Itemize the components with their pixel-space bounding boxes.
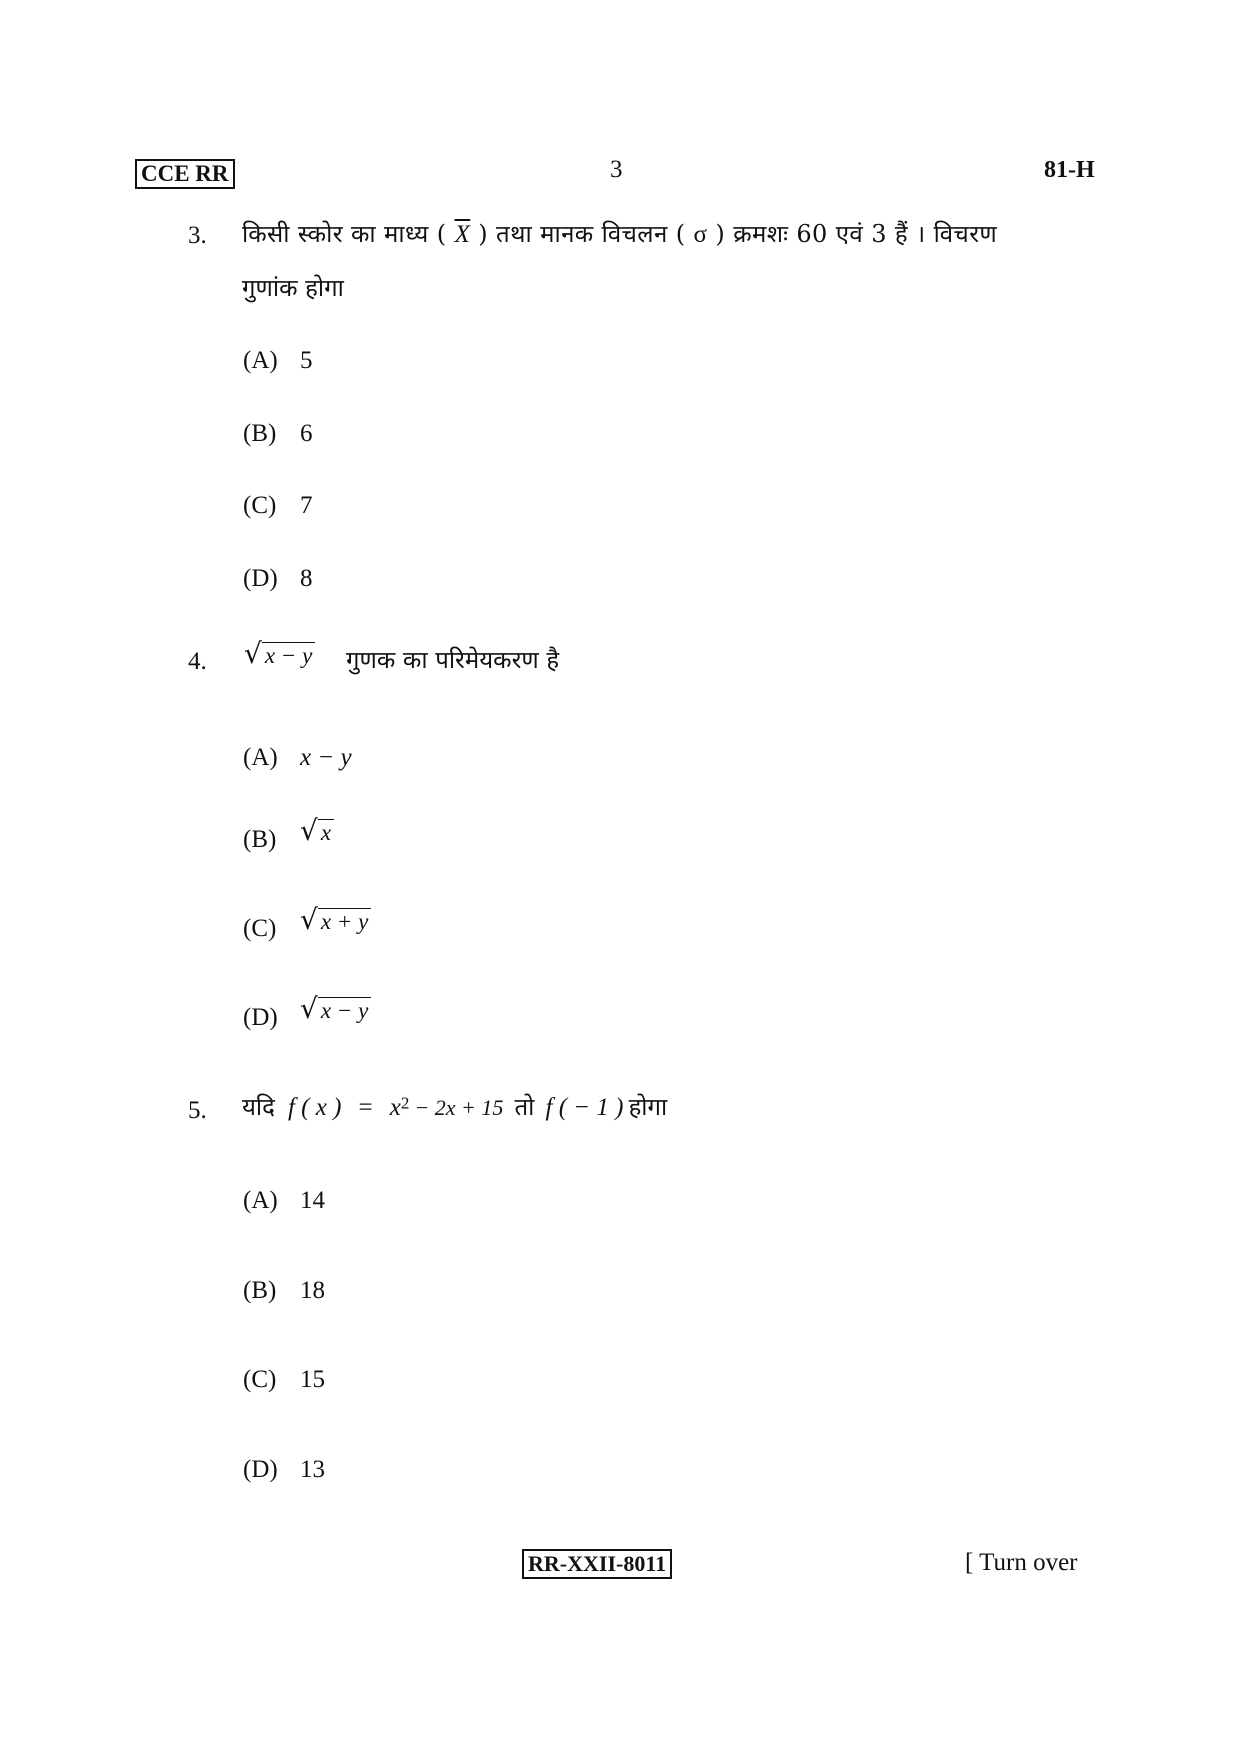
q4-option-c-sqrt xyxy=(300,903,371,936)
q5-equals: = xyxy=(358,1094,373,1121)
q4-number: 4. xyxy=(188,648,207,675)
q4-option-c-value xyxy=(300,903,371,936)
q4-option-d-label: (D) xyxy=(243,1004,278,1031)
q3-text-c: ) क्रमशः 60 एवं 3 हैं । विचरण xyxy=(715,220,998,248)
exam-code-box: CCE RR xyxy=(135,159,235,189)
q5-rest: − 2x + 15 xyxy=(414,1095,504,1120)
q3-option-d-label: (D) xyxy=(243,565,278,592)
q5-x-var: x xyxy=(389,1094,401,1121)
q3-option-b-value: 6 xyxy=(300,420,313,447)
q3-option-b-label: (B) xyxy=(243,420,277,447)
q3-text-line1 xyxy=(242,217,1122,250)
q3-option-c-label: (C) xyxy=(243,492,277,519)
radical-sign-icon: √ xyxy=(300,992,318,1025)
q5-option-c-label: (C) xyxy=(243,1366,277,1393)
q3-mean-symbol: $\overline{X}$ xyxy=(454,221,471,248)
q4-radicand: x − y xyxy=(262,642,315,668)
radical-sign-icon: √ xyxy=(300,903,318,936)
q4-sqrt xyxy=(244,637,315,670)
q4-option-c-radicand: x + y xyxy=(318,908,371,934)
q4-radical xyxy=(244,637,315,670)
q3-sigma: σ xyxy=(693,221,708,248)
q4-option-c-label: (C) xyxy=(243,915,277,942)
q4-option-d-radicand: x − y xyxy=(318,997,371,1023)
q4-option-b-value xyxy=(300,814,334,847)
q5-option-b-value: 18 xyxy=(300,1277,325,1304)
q5-f-minus-one: f ( − 1 ) xyxy=(545,1094,624,1121)
q5-option-d-value: 13 xyxy=(300,1456,325,1483)
q3-option-d-value: 8 xyxy=(300,565,313,592)
q4-option-b-radicand: x xyxy=(318,819,334,845)
page-number: 3 xyxy=(610,156,623,183)
q5-option-d-label: (D) xyxy=(243,1456,278,1483)
q4-option-b-sqrt xyxy=(300,814,334,847)
q5-exponent: 2 xyxy=(400,1093,410,1113)
turn-over-text: [ Turn over xyxy=(965,1549,1078,1576)
q5-option-a-value: 14 xyxy=(300,1187,325,1214)
q5-text-a: यदि xyxy=(242,1093,275,1121)
q5-number: 5. xyxy=(188,1097,207,1124)
q3-option-c-value: 7 xyxy=(300,492,313,519)
q3-number: 3. xyxy=(188,222,207,249)
q3-option-a-value: 5 xyxy=(300,347,313,374)
radical-sign-icon: √ xyxy=(300,814,318,847)
q3-text-a: किसी स्कोर का माध्य ( xyxy=(242,220,447,248)
q5-text-b: तो xyxy=(514,1093,535,1121)
q4-option-d-sqrt xyxy=(300,992,371,1025)
q4-option-d-value xyxy=(300,992,371,1025)
q4-text: गुणक का परिमेयकरण है xyxy=(346,646,560,674)
q4-option-a-label: (A) xyxy=(243,744,278,771)
q4-option-a-value: x − y xyxy=(300,744,352,771)
q5-option-b-label: (B) xyxy=(243,1277,277,1304)
paper-code: 81-H xyxy=(1044,157,1095,183)
radical-sign-icon: √ xyxy=(244,637,262,670)
q4-option-b-label: (B) xyxy=(243,826,277,853)
q5-fx: f ( x ) xyxy=(287,1094,342,1121)
footer-code-box: RR-XXII-8011 xyxy=(522,1549,672,1579)
q3-text-b: ) तथा मानक विचलन ( xyxy=(478,220,686,248)
q3-text-line2: गुणांक होगा xyxy=(242,274,344,302)
q5-text xyxy=(242,1090,667,1123)
q3-option-a-label: (A) xyxy=(243,347,278,374)
q5-text-c: होगा xyxy=(628,1093,668,1121)
q5-option-c-value: 15 xyxy=(300,1366,325,1393)
q5-option-a-label: (A) xyxy=(243,1187,278,1214)
